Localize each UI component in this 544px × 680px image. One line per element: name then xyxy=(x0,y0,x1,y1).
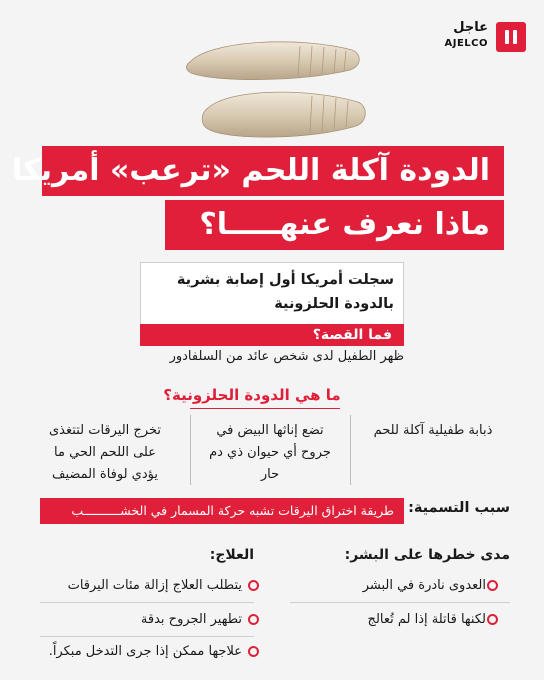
bullet-circle-icon xyxy=(248,614,259,625)
risk-heading: مدى خطرها على البشر: xyxy=(344,547,510,563)
column-divider xyxy=(190,415,191,485)
naming-label: سبب التسمية: xyxy=(408,500,510,516)
title-line-2: ماذا نعرف عنهـــــا؟ xyxy=(165,200,504,250)
treatment-item: يتطلب العلاج إزالة مئات اليرقات xyxy=(67,578,242,593)
row-divider xyxy=(40,602,254,603)
row-divider xyxy=(40,636,254,637)
intro-text: سجلت أمريكا أول إصابة بشرية بالدودة الحلزونية xyxy=(176,272,394,312)
question-bar: فما القصة؟ xyxy=(140,324,404,346)
ajelco-logo-icon xyxy=(496,22,526,52)
question-answer: ظهر الطفيل لدى شخص عائد من السلفادور xyxy=(169,349,404,364)
title-line-1: الدودة آكلة اللحم «ترعب» أمريكا xyxy=(42,146,504,196)
larvae-column: تخرج اليرقات لتتغذى على اللحم الحي ما يؤدي لوفاة المضيف xyxy=(49,423,161,482)
column-divider xyxy=(350,415,351,485)
logo-latin-text: AJELCO xyxy=(444,38,488,49)
larvae-image xyxy=(180,30,370,150)
what-is-heading: ما هي الدودة الحلزونية؟ xyxy=(163,386,341,404)
treatment-heading: العلاج: xyxy=(209,547,254,563)
bullet-circle-icon xyxy=(248,646,259,657)
eggs-column: تضع إناثها البيض في جروح أي حيوان ذي دم حار xyxy=(209,423,331,482)
logo-arabic-text: عاجل xyxy=(453,20,488,35)
treatment-item: تطهير الجروح بدقة xyxy=(140,612,242,627)
bullet-circle-icon xyxy=(487,580,498,591)
treatment-item: علاجها ممكن إذا جرى التدخل مبكراً. xyxy=(48,644,242,659)
bullet-circle-icon xyxy=(487,614,498,625)
heading-underline xyxy=(190,408,340,409)
definition-column: ذبابة طفيلية آكلة للحم xyxy=(373,423,493,438)
row-divider xyxy=(290,602,510,603)
naming-text: طريقة اختراق اليرقات تشبه حركة المسمار في الخشــــــــــب xyxy=(40,498,404,524)
bullet-circle-icon xyxy=(248,580,259,591)
risk-item: العدوى نادرة في البشر xyxy=(362,578,486,593)
risk-item: لكنها قاتلة إذا لم تُعالج xyxy=(367,612,486,627)
